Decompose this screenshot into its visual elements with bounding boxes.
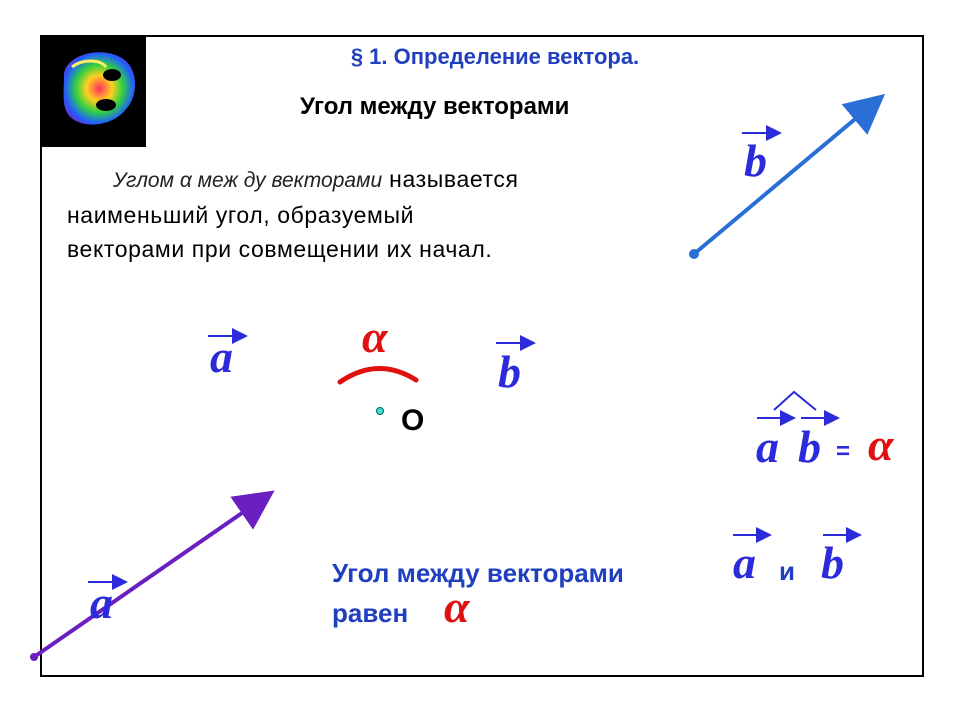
bottom-statement	[332, 553, 624, 633]
angle-arc	[340, 368, 416, 382]
angle-hat-icon	[774, 392, 816, 410]
and-word: и	[779, 556, 795, 586]
formula-a: a	[756, 421, 779, 472]
vector-b-origin-dot	[689, 249, 699, 259]
alpha-symbol-center: α	[362, 311, 388, 362]
final-a: a	[733, 537, 756, 588]
definition-line3: векторами при совмещении их начал.	[67, 236, 493, 262]
label-a-mid: a	[210, 331, 233, 382]
formula-b: b	[798, 421, 821, 472]
bottom-line1: Угол между векторами	[332, 558, 624, 588]
definition-italic: Углом α меж ду векторами	[113, 169, 383, 192]
final-b: b	[821, 537, 844, 588]
origin-point	[377, 408, 384, 415]
formula-equals: =	[836, 438, 851, 465]
page-subtitle: Угол между векторами	[300, 93, 570, 120]
vector-b-line	[694, 99, 879, 254]
bottom-alpha: α	[444, 581, 470, 632]
formula-alpha: α	[868, 419, 894, 470]
section-title: § 1. Определение вектора.	[350, 44, 640, 69]
vector-a-line	[34, 495, 268, 657]
label-b-top: b	[744, 135, 767, 186]
definition-line1: называется	[382, 166, 519, 192]
vector-a-origin-dot	[30, 653, 38, 661]
bottom-line2: равен	[332, 598, 409, 628]
origin-label: O	[401, 404, 425, 437]
definition-line2: наименьший угол, образуемый	[67, 202, 415, 228]
label-b-mid: b	[498, 346, 521, 397]
label-a-bottom: a	[90, 577, 113, 628]
